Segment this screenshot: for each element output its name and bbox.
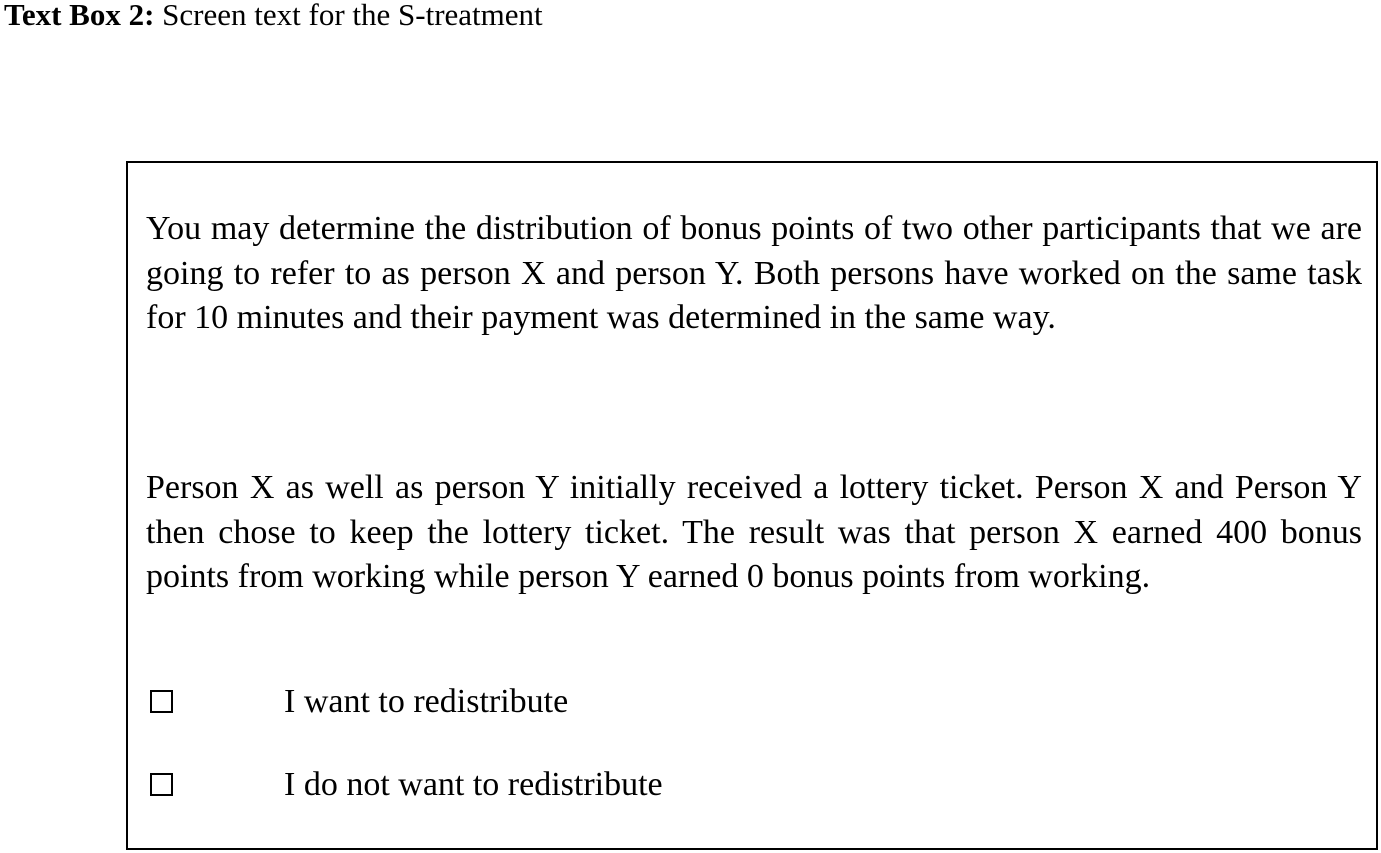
- caption-text: Screen text for the S-treatment: [154, 0, 543, 32]
- text-box-caption: [4, 0, 543, 33]
- redistribute-label: I want to redistribute: [284, 683, 569, 720]
- screen-text-box: [126, 161, 1378, 850]
- instruction-paragraph-1: You may determine the distribution of bonus points of two other participants that we are going to refer to as person X and person Y. Both persons have worked on the same task for 10 minutes and their payment was determined in the same way.: [146, 210, 1362, 336]
- caption-label: Text Box 2:: [4, 0, 155, 32]
- do-not-redistribute-label: I do not want to redistribute: [284, 766, 663, 803]
- option-redistribute[interactable]: [146, 680, 1046, 724]
- redistribute-checkbox[interactable]: [150, 690, 173, 713]
- do-not-redistribute-checkbox[interactable]: [150, 773, 173, 796]
- option-do-not-redistribute[interactable]: [146, 763, 1046, 807]
- instruction-paragraph-2: Person X as well as person Y initially received a lottery ticket. Person X and Person Y then chose to keep the lottery ticket. The result was that person X earned 400 bonus points from working while person Y earned 0 bonus points from working.: [146, 469, 1362, 595]
